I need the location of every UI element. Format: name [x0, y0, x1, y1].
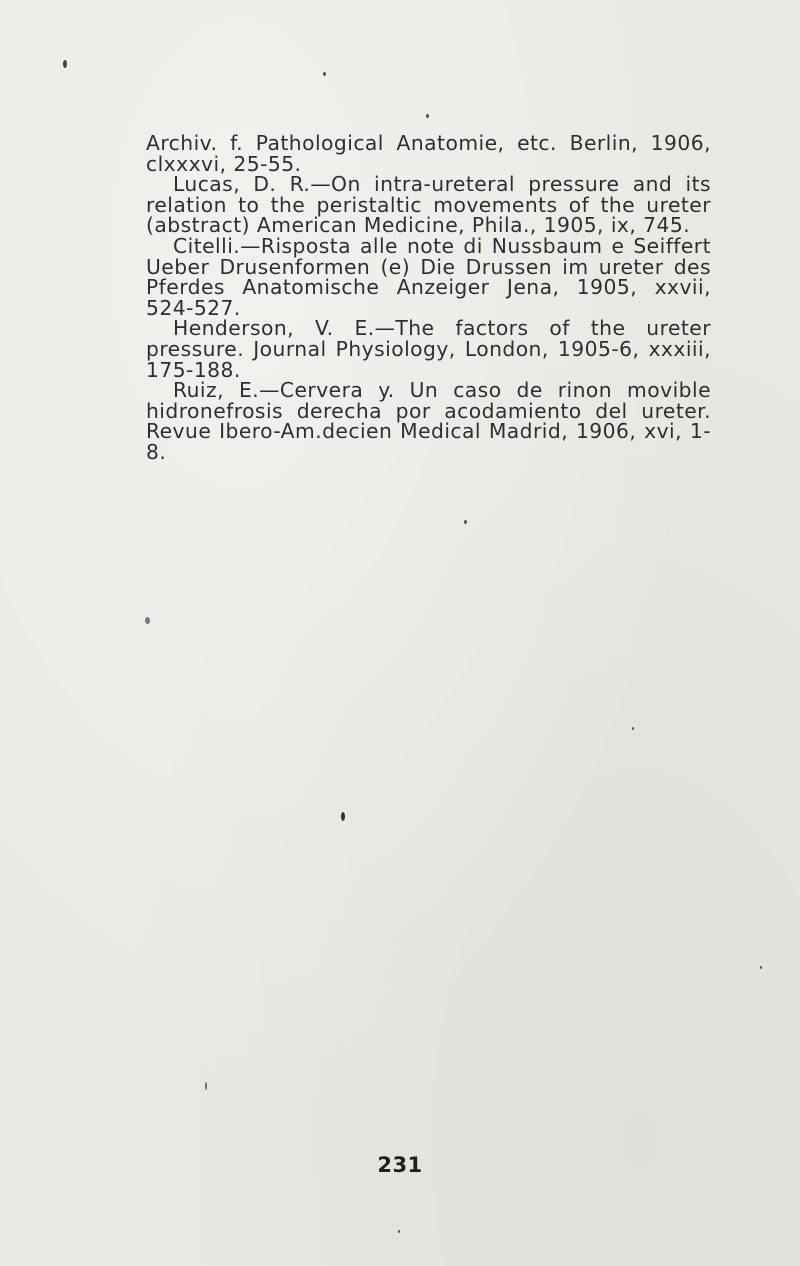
scan-speck — [205, 1082, 207, 1090]
scan-speck — [323, 72, 326, 76]
scan-speck — [145, 617, 150, 624]
scan-speck — [632, 727, 634, 730]
scan-speck — [63, 60, 67, 68]
scan-speck — [341, 812, 345, 821]
scan-speck — [398, 1230, 400, 1233]
scan-speck — [464, 520, 467, 524]
bibliography-block — [146, 133, 711, 463]
scan-speck — [426, 114, 429, 118]
bibliography-entry: Ruiz, E.—Cervera y. Un caso de rinon movible hidronefrosis derecha por acodamiento del ureter. Revue Ibero-Am.decien Medical Madrid, 1906, xvi, 1-8. — [146, 378, 711, 464]
bibliography-entry: Henderson, V. E.—The factors of the ureter pressure. Journal Physiology, London, 1905-6, xxxiii, 175-188. — [146, 316, 711, 382]
page-number: 231 — [377, 1153, 423, 1177]
bibliography-entry: Archiv. f. Pathological Anatomie, etc. Berlin, 1906, clxxxvi, 25-55. — [146, 131, 711, 176]
scan-speck — [760, 966, 762, 969]
bibliography-entry: Lucas, D. R.—On intra-ureteral pressure and its relation to the peristaltic movements of the ureter (abstract) American Medicine, Phila., 1905, ix, 745. — [146, 172, 711, 238]
bibliography-entry: Citelli.—Risposta alle note di Nussbaum e Seiffert Ueber Drusenformen (e) Die Drussen im ureter des Pferdes Anatomische Anzeiger Jena, 1905, xxvii, 524-527. — [146, 233, 711, 320]
